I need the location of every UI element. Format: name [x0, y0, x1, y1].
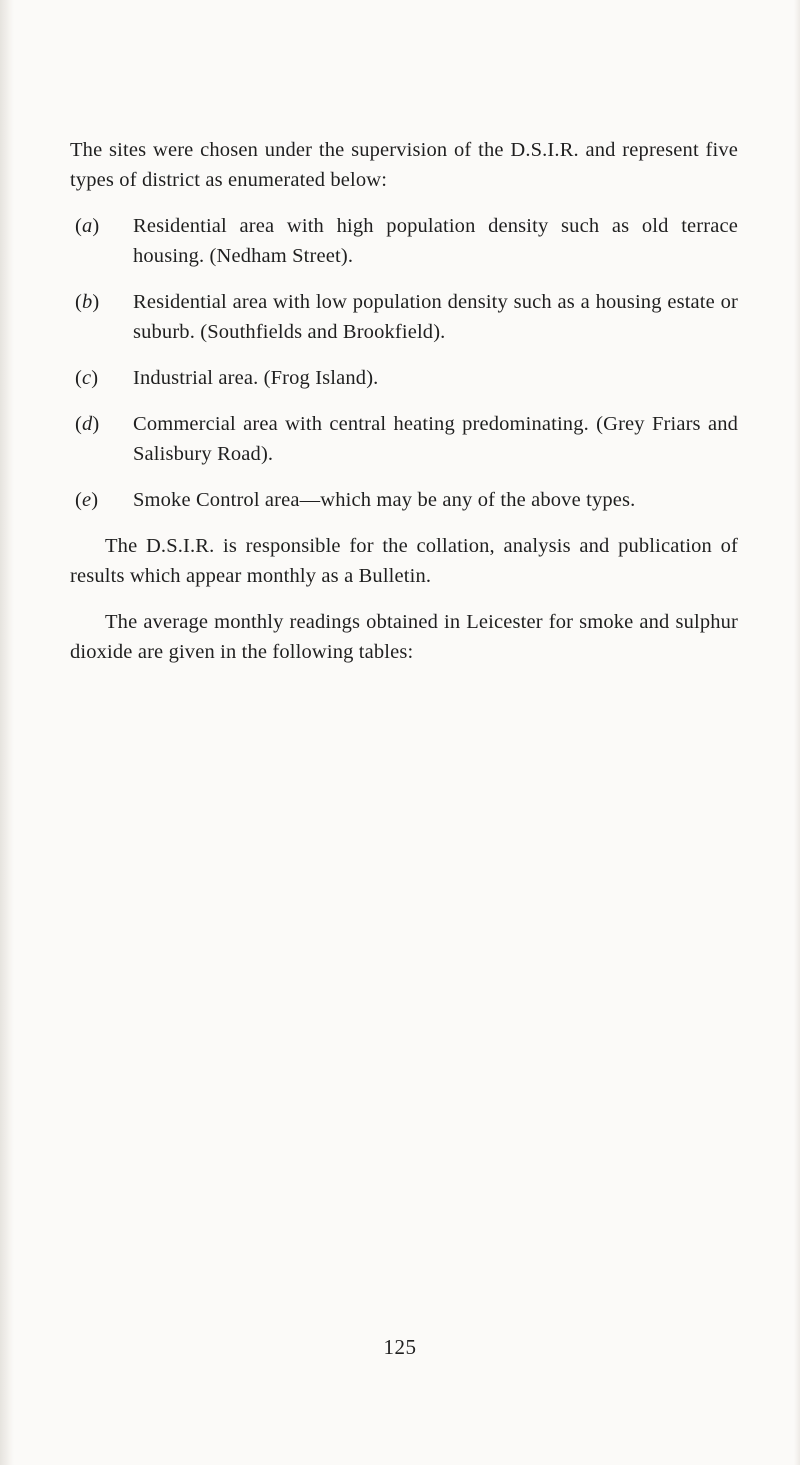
list-marker-b: (b) — [75, 291, 100, 313]
page-left-edge-shadow — [0, 0, 14, 1465]
list-item-text: Industrial area. (Frog Island). — [133, 367, 379, 389]
page-number: 125 — [383, 1335, 417, 1359]
list-item-text: Residential area with low population density such as a housing estate or suburb. (Southfields and Brookfield). — [133, 291, 738, 343]
list-marker-a: (a) — [75, 215, 100, 237]
intro-paragraph: The sites were chosen under the supervision of the D.S.I.R. and represent five types of district as enumerated below: — [70, 139, 738, 191]
readings-paragraph: The average monthly readings obtained in Leicester for smoke and sulphur dioxide are given in the following tables: — [70, 611, 738, 663]
list-item-text: Residential area with high population density such as old terrace housing. (Nedham Street). — [133, 215, 738, 267]
list-item-b — [70, 287, 738, 347]
list-item-text: Smoke Control area—which may be any of the above types. — [133, 489, 636, 511]
list-marker-d: (d) — [75, 413, 100, 435]
list-item-d — [70, 409, 738, 469]
list-marker-c: (c) — [75, 367, 99, 389]
list-item-text: Commercial area with central heating predominating. (Grey Friars and Salisbury Road). — [133, 413, 738, 465]
list-marker-e: (e) — [75, 489, 99, 511]
page-right-edge-shadow — [794, 0, 800, 1465]
dsir-paragraph: The D.S.I.R. is responsible for the collation, analysis and publication of results which appear monthly as a Bulletin. — [70, 535, 738, 587]
list-item-a — [70, 211, 738, 271]
list-item-c — [70, 363, 738, 393]
list-item-e — [70, 485, 738, 515]
page-text-body — [70, 135, 738, 683]
